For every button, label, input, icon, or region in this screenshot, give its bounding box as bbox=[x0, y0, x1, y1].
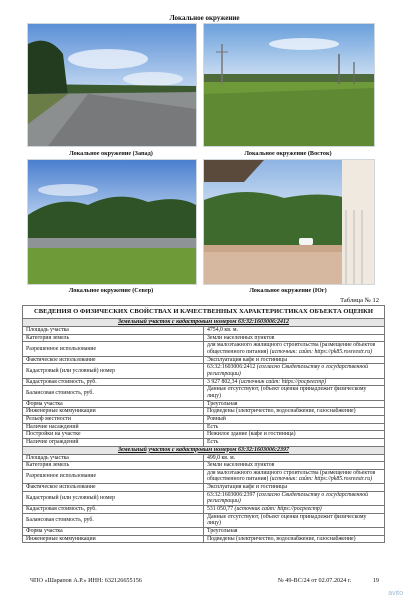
table-row bbox=[23, 334, 385, 342]
photo-south-image bbox=[204, 160, 374, 284]
row-value bbox=[204, 334, 385, 342]
section-heading-row bbox=[23, 446, 385, 454]
row-value-note: (источник сайт: https://росреестр) bbox=[234, 506, 322, 513]
row-value-text: Эксплуатация кафе и гостиницы bbox=[207, 484, 288, 491]
row-value-text: Данные отсутствуют, (объект оценки принадлежит физическому лицу) bbox=[207, 513, 367, 527]
row-label: Разрешенное использование bbox=[23, 469, 204, 483]
row-value-text: для малоэтажного жилищного строительства (размещение объектов общественного питания) bbox=[207, 342, 376, 356]
row-label: Постройки на участке bbox=[23, 431, 204, 439]
row-label: Балансовая стоимость, руб. bbox=[23, 513, 204, 527]
table-row bbox=[23, 462, 385, 470]
photo-west-image bbox=[28, 24, 196, 146]
table-row bbox=[23, 431, 385, 439]
row-value bbox=[204, 469, 385, 483]
row-value bbox=[204, 484, 385, 492]
row-label: Инженерные коммуникации bbox=[23, 408, 204, 416]
table-row bbox=[23, 416, 385, 424]
row-label: Наличие ограждений bbox=[23, 438, 204, 446]
caption-west: Локальное окружение (Запад) bbox=[69, 150, 153, 157]
photo-north-image bbox=[28, 160, 196, 284]
row-label: Площадь участка bbox=[23, 454, 204, 462]
table-title-row bbox=[23, 306, 385, 319]
row-value bbox=[204, 400, 385, 408]
row-value-text: 3 927 802,34 bbox=[207, 378, 238, 385]
table-row bbox=[23, 506, 385, 514]
row-value-text: Есть bbox=[207, 438, 219, 445]
photo-north bbox=[27, 159, 197, 285]
table-row bbox=[23, 342, 385, 356]
table-row bbox=[23, 364, 385, 378]
row-label: Форма участка bbox=[23, 528, 204, 536]
row-label: Наличие насаждений bbox=[23, 423, 204, 431]
caption-east: Локальное окружение (Восток) bbox=[244, 150, 332, 157]
table-row bbox=[23, 400, 385, 408]
section-heading-row bbox=[23, 319, 385, 327]
row-label: Площадь участка bbox=[23, 327, 204, 335]
row-label: Кадастровый (или условный) номер bbox=[23, 491, 204, 505]
table-row bbox=[23, 386, 385, 400]
photo-west bbox=[27, 23, 197, 147]
row-value-text: Нежилое здание (кафе и гостиница) bbox=[207, 431, 296, 438]
row-label: Категория земель bbox=[23, 462, 204, 470]
row-value-note: (согласно Свидетельству о государственной регистрации) bbox=[207, 364, 369, 378]
row-value bbox=[204, 513, 385, 527]
row-value bbox=[204, 423, 385, 431]
table-row bbox=[23, 491, 385, 505]
row-value-note: (источник сайт: https://росреестр) bbox=[238, 378, 327, 385]
row-value bbox=[204, 378, 385, 386]
table-row bbox=[23, 408, 385, 416]
row-value-text: для малоэтажного жилищного строительства (размещение объектов общественного питания) bbox=[207, 469, 376, 483]
row-value-note: (согласно Свидетельству о государственной регистрации) bbox=[207, 491, 369, 505]
row-label: Кадастровая стоимость, руб. bbox=[23, 378, 204, 386]
row-value-text: 4754,0 кв. м. bbox=[207, 327, 238, 334]
table-row bbox=[23, 378, 385, 386]
row-value bbox=[204, 438, 385, 446]
row-value-text: Треугольная bbox=[207, 400, 238, 407]
row-value-text: Земли населенных пунктов bbox=[207, 462, 275, 469]
top-label: Локальное окружение bbox=[169, 14, 240, 22]
row-value bbox=[204, 491, 385, 505]
table-row bbox=[23, 528, 385, 536]
section2-heading: Земельный участок с кадастровым номером 63:32:1603006:2397 bbox=[23, 446, 385, 454]
row-label: Фактическое использование bbox=[23, 356, 204, 364]
row-value bbox=[204, 356, 385, 364]
table-title: СВЕДЕНИЯ О ФИЗИЧЕСКИХ СВОЙСТВАХ И КАЧЕСТВЕННЫХ ХАРАКТЕРИСТИКАХ ОБЪЕКТА ОЦЕНКИ bbox=[23, 306, 385, 319]
photo-south bbox=[203, 159, 375, 285]
row-value bbox=[204, 454, 385, 462]
row-label: Кадастровый (или условный) номер bbox=[23, 364, 204, 378]
row-value-text: Эксплуатация кафе и гостиницы bbox=[207, 356, 288, 363]
row-value bbox=[204, 462, 385, 470]
row-label: Разрешенное использование bbox=[23, 342, 204, 356]
row-value bbox=[204, 386, 385, 400]
row-value bbox=[204, 431, 385, 439]
table-number: Таблица № 12 bbox=[340, 297, 379, 304]
row-value-text: Треугольная bbox=[207, 528, 238, 535]
row-value bbox=[204, 364, 385, 378]
row-label: Кадастровая стоимость, руб. bbox=[23, 506, 204, 514]
photo-east-image bbox=[204, 24, 374, 146]
footer-report: № 49-ВС/24 от 02.07.2024 г. bbox=[277, 577, 352, 584]
caption-south: Локальное окружение (Юг) bbox=[249, 287, 327, 294]
row-value-text: 531 050,77 bbox=[207, 506, 234, 513]
page-footer bbox=[30, 577, 379, 584]
row-value-text: 499,0 кв. м. bbox=[207, 454, 236, 461]
row-label: Категория земель bbox=[23, 334, 204, 342]
row-value bbox=[204, 327, 385, 335]
watermark-logo: avito bbox=[388, 590, 403, 597]
row-value-note: (источник: сайт: https://pk85.rosreestr.ru) bbox=[269, 476, 373, 483]
row-value bbox=[204, 535, 385, 543]
row-value-text: Есть bbox=[207, 423, 219, 430]
table-row bbox=[23, 484, 385, 492]
row-value-text: Подведены (электричество, водоснабжение, газоснабжение) bbox=[207, 408, 356, 415]
row-label: Форма участка bbox=[23, 400, 204, 408]
row-value-text: Данные отсутствуют, (объект оценки принадлежит физическому лицу) bbox=[207, 386, 367, 400]
photo-east bbox=[203, 23, 375, 147]
row-value-text: Ровный bbox=[207, 416, 226, 422]
row-value-text: 63:32:1603006:2412 bbox=[207, 364, 256, 371]
row-label: Рельеф местности bbox=[23, 416, 204, 424]
row-value-text: Подведены (электричество, водоснабжение, газоснабжение) bbox=[207, 535, 356, 542]
table-row bbox=[23, 513, 385, 527]
row-label: Фактическое использование bbox=[23, 484, 204, 492]
table-row bbox=[23, 423, 385, 431]
row-value bbox=[204, 416, 385, 424]
table-row bbox=[23, 438, 385, 446]
row-label: Инженерные коммуникации bbox=[23, 535, 204, 543]
table-row bbox=[23, 535, 385, 543]
table-row bbox=[23, 356, 385, 364]
row-value bbox=[204, 408, 385, 416]
row-value bbox=[204, 506, 385, 514]
section1-heading: Земельный участок с кадастровым номером 63:32:1603006:2412 bbox=[23, 319, 385, 327]
row-label: Балансовая стоимость, руб. bbox=[23, 386, 204, 400]
page-number: 19 bbox=[372, 577, 379, 584]
characteristics-table bbox=[22, 305, 385, 543]
characteristics-table-wrap bbox=[22, 305, 385, 543]
row-value-text: Земли населенных пунктов bbox=[207, 334, 275, 341]
row-value bbox=[204, 342, 385, 356]
footer-company: ЧПО «Шарапов А.Р.» ИНН: 632126655156 bbox=[30, 577, 142, 584]
table-row bbox=[23, 454, 385, 462]
caption-north: Локальное окружение (Север) bbox=[68, 287, 154, 294]
row-value bbox=[204, 528, 385, 536]
row-value-text: 63:32:1603006:2397 bbox=[207, 491, 256, 498]
table-row bbox=[23, 327, 385, 335]
table-row bbox=[23, 469, 385, 483]
row-value-note: (источник: сайт: https://pk85.rosreestr.ru) bbox=[269, 349, 373, 356]
